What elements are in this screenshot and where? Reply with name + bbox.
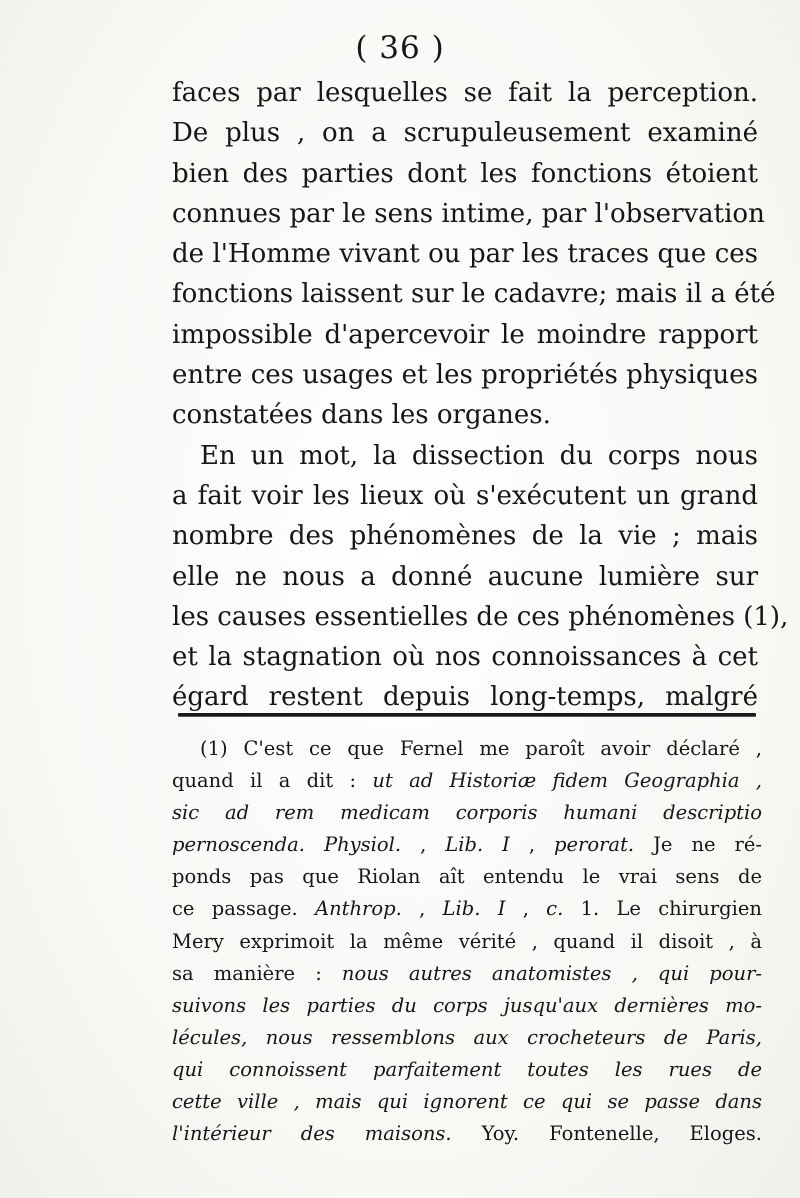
footnote-line xyxy=(172,1086,762,1118)
body-line: fonctions laissent sur le cadavre; mais il a été xyxy=(172,279,776,310)
footnote-italic-run: nous autres anatomistes , qui pour- xyxy=(341,961,762,985)
body-line: égard restent depuis long-temps, malgré xyxy=(172,682,758,713)
footnote-line xyxy=(172,990,762,1022)
body-line: faces par lesquelles se fait la perception. xyxy=(172,78,758,108)
footnote-italic-run: Lib. I xyxy=(445,833,510,857)
body-line: De plus , on a scrupuleusement examiné xyxy=(172,118,758,149)
footnote-line xyxy=(172,797,762,829)
footnote-text-run: , xyxy=(401,833,446,857)
footnote-text-run: ponds pas que Riolan aît entendu le vrai sens de xyxy=(172,865,762,889)
footnote-line xyxy=(172,893,762,925)
footnote-line xyxy=(172,829,762,861)
page-number: ( 36 ) xyxy=(355,30,445,66)
footnote-line xyxy=(172,765,762,797)
footnote-line xyxy=(172,733,762,765)
body-line: En un mot, la dissection du corps nous xyxy=(200,440,758,471)
body-line: connues par le sens intime, par l'observation xyxy=(172,198,765,229)
footnote-line xyxy=(172,1054,762,1086)
footnote-text-run: , xyxy=(401,897,443,921)
footnote-italic-run: sic ad rem medicam corporis humani descriptio xyxy=(172,801,762,825)
body-line: a fait voir les lieux où s'exécutent un grand xyxy=(172,480,758,511)
body-text xyxy=(172,73,789,718)
footnote-line xyxy=(172,958,762,990)
footnote-italic-run: c. xyxy=(546,897,564,921)
body-line: et la stagnation où nos connoissances à cet xyxy=(172,642,758,673)
footnote-italic-run: suivons les parties du corps jusqu'aux dernières mo- xyxy=(172,993,762,1017)
footnote-divider xyxy=(178,713,756,716)
body-line: de l'Homme vivant ou par les traces que ces xyxy=(172,239,758,270)
body-line: elle ne nous a donné aucune lumière sur xyxy=(172,561,758,592)
footnote-line xyxy=(172,926,762,958)
footnote-text-run: (1) C'est ce que Fernel me paroît avoir déclaré , xyxy=(200,737,762,760)
footnote-text-run: Mery exprimoit la même vérité , quand il disoit , à xyxy=(172,929,762,953)
footnote-italic-run: ut ad Historiæ fidem Geographia , xyxy=(372,769,762,793)
footnote-line xyxy=(172,861,762,893)
footnote-italic-run: qui connoissent parfaitement toutes les rues de xyxy=(172,1057,762,1081)
body-line: constatées dans les organes. xyxy=(172,400,551,431)
footnote-line xyxy=(172,1118,762,1150)
body-line: les causes essentielles de ces phénomènes (1), xyxy=(172,601,789,632)
footnote-text-run: quand il a dit : xyxy=(172,769,373,793)
footnote-text-run: Je ne ré- xyxy=(634,833,762,857)
footnote-text-run: 1. Le chirurgien xyxy=(563,897,762,921)
footnote-italic-run: perorat. xyxy=(554,833,635,857)
footnote-italic-run: Lib. I xyxy=(442,897,506,921)
footnote-italic-run: Anthrop. xyxy=(315,897,402,921)
footnote-italic-run: l'intérieur des maisons. xyxy=(172,1122,452,1146)
footnote-text-run: , xyxy=(509,833,555,857)
body-line: bien des parties dont les fonctions étoient xyxy=(172,158,758,189)
footnote-italic-run: cette ville , mais qui ignorent ce qui se passe dans xyxy=(172,1090,762,1114)
footnote-text-run: Yoy. Fontenelle, Eloges. xyxy=(451,1122,762,1146)
footnote-italic-run: lécules, nous ressemblons aux crocheteurs de Paris, xyxy=(172,1025,762,1049)
footnote-text-run: ce passage. xyxy=(172,897,315,921)
footnote-text-run: , xyxy=(505,897,547,921)
body-line: impossible d'apercevoir le moindre rapport xyxy=(172,319,758,350)
footnote-italic-run: pernoscenda. Physiol. xyxy=(172,833,402,857)
footnote xyxy=(172,733,762,1150)
footnote-text-run: sa manière : xyxy=(172,961,342,985)
footnote-line xyxy=(172,1022,762,1054)
body-line: entre ces usages et les propriétés physiques xyxy=(172,360,758,391)
body-line: nombre des phénomènes de la vie ; mais xyxy=(172,521,758,552)
